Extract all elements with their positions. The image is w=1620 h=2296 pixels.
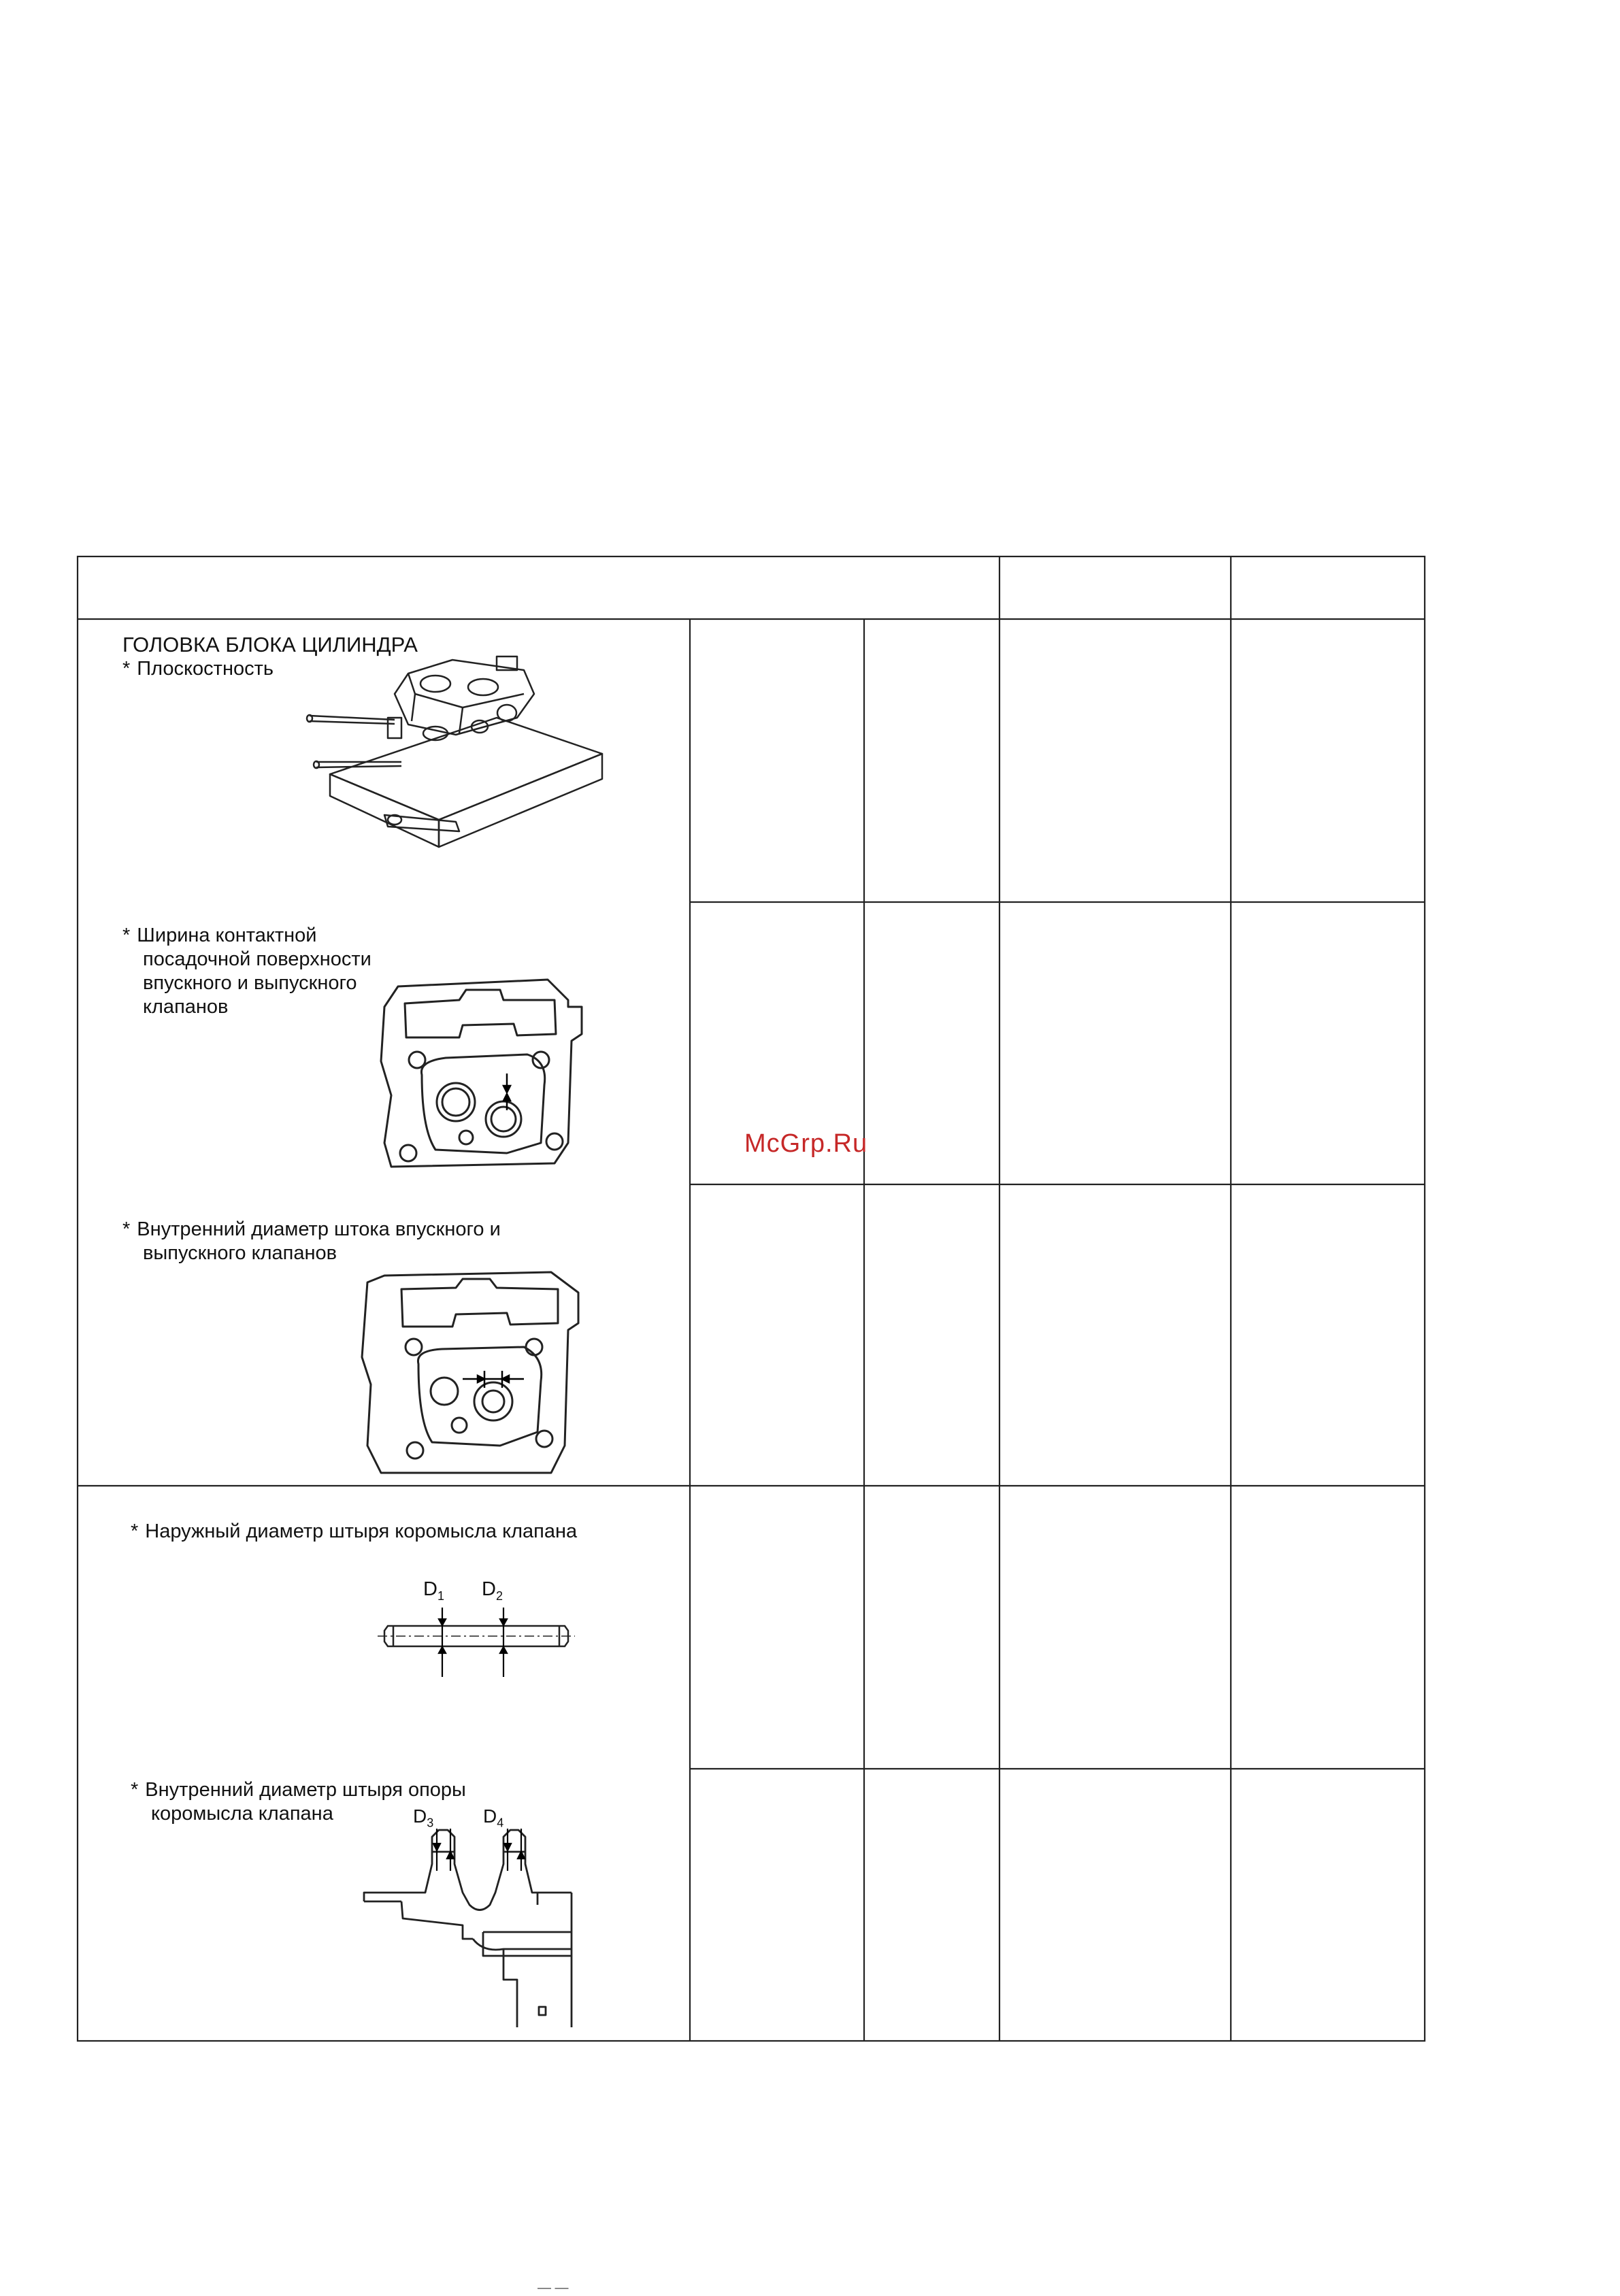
d1-label: $D_1$ — [423, 1578, 444, 1603]
shaft-od-label: * Наружный диаметр штыря коромысла клапана — [131, 1520, 578, 1542]
rocker-support-figure — [361, 1806, 578, 2034]
footer-mark: — — — [538, 2280, 569, 2295]
d4-label: $D_4$ — [483, 1806, 504, 1830]
flatness-label: * Плоскостность — [122, 658, 274, 680]
valve-guide-bore-figure — [354, 1262, 585, 1483]
watermark: McGrp.Ru — [744, 1129, 868, 1158]
rocker-shaft-figure — [374, 1578, 578, 1691]
valve-seat-width-figure — [371, 959, 589, 1184]
section-title: ГОЛОВКА БЛОКА ЦИЛИНДРА — [122, 633, 418, 656]
d3-label: $D_3$ — [413, 1806, 434, 1830]
stem-bore-label: * Внутренний диаметр штока впускного и выпускного клапанов — [122, 1218, 501, 1264]
seat-width-label: * Ширина контактной посадочной поверхности впускного и выпускного клапанов — [122, 925, 371, 1018]
d2-label: $D_2$ — [482, 1578, 503, 1603]
support-id-label: * Внутренний диаметр штыря опоры коромысла клапана — [131, 1779, 466, 1825]
cylinder-head-flatness-figure — [299, 653, 612, 878]
